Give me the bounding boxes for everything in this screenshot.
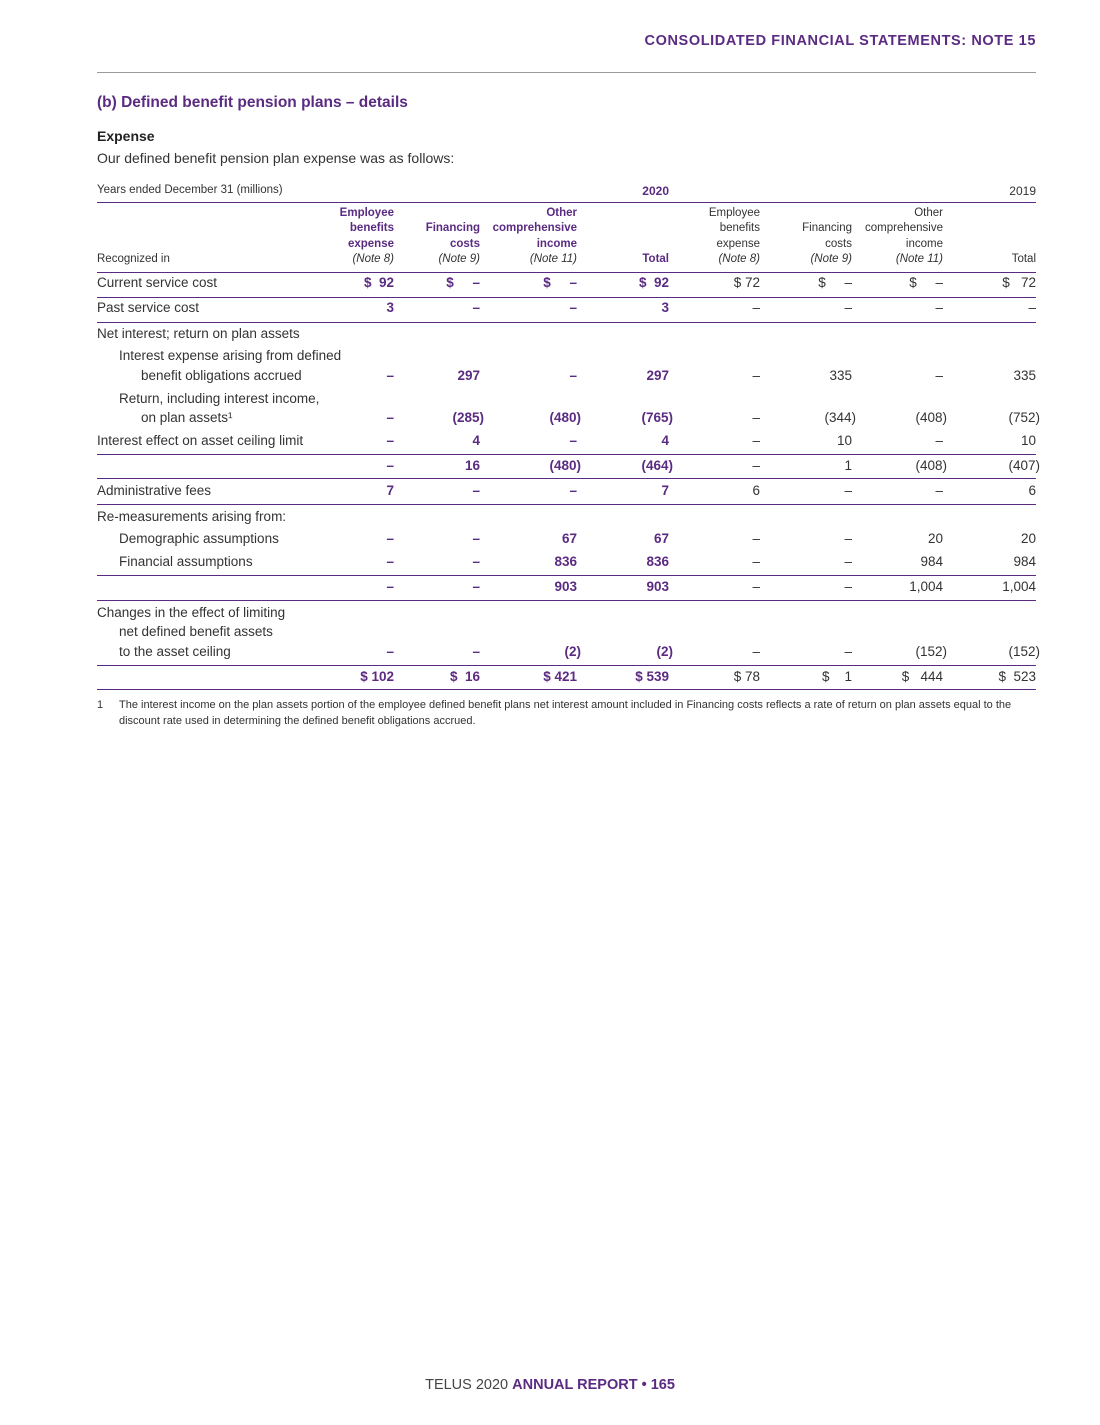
cell-subtotal-remeasure-6: – (844, 579, 852, 594)
row-label-interest-effect: Interest effect on asset ceiling limit (97, 433, 304, 448)
row-label-changes-3: to the asset ceiling (119, 644, 231, 659)
header-rule (97, 202, 1036, 203)
row-label-admin-fees: Administrative fees (97, 483, 212, 498)
cell-subtotal-remeasure-1: – (386, 579, 394, 594)
column-header-7-l3: income (905, 237, 943, 250)
cell-current-service-3: $ – (543, 275, 577, 290)
cell-past-service-4: 3 (661, 300, 669, 315)
row-label-changes-1: Changes in the effect of limiting (97, 605, 286, 620)
row-label-return-2: on plan assets¹ (141, 410, 233, 425)
footer-prefix: TELUS 2020 (425, 1377, 513, 1393)
year-2020-label: 2020 (642, 184, 669, 198)
column-header-6-l2: Financing (802, 222, 852, 235)
cell-interest-effect-5: – (752, 433, 760, 448)
cell-total-5: $ 78 (733, 669, 760, 684)
column-header-2-note: (Note 9) (438, 252, 480, 265)
cell-financial-7: 984 (920, 554, 943, 569)
column-header-7-note: (Note 11) (895, 252, 943, 265)
cell-subtotal-remeasure-2: – (472, 579, 480, 594)
cell-past-service-2: – (472, 300, 480, 315)
cell-changes-3: (2) (564, 644, 581, 659)
footnote-text: The interest income on the plan assets portion of the employee defined benefit plans net interest amount included in Financing costs reflects a rate of return on plan assets equal to the discount rate used in determining the defined benefit obligations accrued. (119, 699, 1012, 727)
running-header: CONSOLIDATED FINANCIAL STATEMENTS: NOTE 15 (644, 33, 1036, 49)
cell-total-6: $ 1 (821, 669, 852, 684)
cell-changes-8: (152) (1008, 644, 1040, 659)
column-header-6-l3: costs (825, 237, 852, 250)
cell-financial-4: 836 (646, 554, 669, 569)
column-header-3-note: (Note 11) (529, 252, 577, 265)
column-header-1-l3: expense (347, 237, 394, 250)
cell-subtotal-remeasure-7: 1,004 (909, 579, 943, 594)
sub-heading: Expense (97, 128, 155, 144)
cell-interest-effect-6: 10 (836, 433, 852, 448)
cell-interest-expense-7: – (935, 368, 943, 383)
cell-demographic-5: – (752, 531, 760, 546)
section-title: (b) Defined benefit pension plans – details (97, 94, 408, 111)
cell-interest-expense-5: – (752, 368, 760, 383)
column-header-2-l2: Financing (425, 222, 480, 235)
cell-past-service-6: – (844, 300, 852, 315)
cell-subtotal-interest-4: (464) (641, 458, 673, 473)
cell-changes-1: – (386, 644, 394, 659)
row-rule (97, 575, 1036, 576)
cell-demographic-6: – (844, 531, 852, 546)
row-rule (97, 600, 1036, 601)
cell-admin-fees-6: – (844, 483, 852, 498)
row-rule (97, 478, 1036, 479)
intro-text: Our defined benefit pension plan expense was as follows: (97, 150, 455, 166)
row-rule (97, 297, 1036, 298)
cell-subtotal-remeasure-5: – (752, 579, 760, 594)
cell-return-income-7: (408) (915, 410, 947, 425)
row-rule (97, 322, 1036, 323)
cell-interest-expense-4: 297 (646, 368, 669, 383)
cell-changes-4: (2) (656, 644, 673, 659)
column-header-3-l3: income (536, 237, 577, 250)
cell-financial-6: – (844, 554, 852, 569)
column-header-5-l1: Employee (708, 207, 760, 219)
cell-admin-fees-2: – (472, 483, 480, 498)
cell-demographic-4: 67 (653, 531, 669, 546)
row-rule (97, 665, 1036, 666)
cell-current-service-5: $ 72 (733, 275, 760, 290)
row-label-interest-expense-2: benefit obligations accrued (141, 368, 302, 383)
cell-demographic-7: 20 (927, 531, 943, 546)
column-header-8-note: Total (1011, 252, 1036, 265)
recognized-in-label: Recognized in (97, 253, 170, 265)
cell-changes-7: (152) (915, 644, 947, 659)
cell-return-income-2: (285) (452, 410, 484, 425)
row-label-remeasurements: Re-measurements arising from: (97, 509, 287, 524)
column-header-5-note: (Note 8) (718, 252, 760, 265)
cell-interest-effect-3: – (569, 433, 577, 448)
row-label-demographic: Demographic assumptions (119, 531, 279, 546)
cell-changes-2: – (472, 644, 480, 659)
cell-interest-expense-1: – (386, 368, 394, 383)
cell-admin-fees-8: 6 (1028, 483, 1036, 498)
cell-demographic-3: 67 (561, 531, 577, 546)
cell-subtotal-remeasure-3: 903 (554, 579, 577, 594)
cell-return-income-8: (752) (1008, 410, 1040, 425)
cell-current-service-8: $ 72 (1002, 275, 1036, 290)
cell-interest-effect-7: – (935, 433, 943, 448)
cell-past-service-8: – (1028, 300, 1036, 315)
column-header-6-note: (Note 9) (810, 252, 852, 265)
cell-current-service-1: $ 92 (363, 275, 394, 290)
cell-subtotal-interest-1: – (386, 458, 394, 473)
cell-admin-fees-5: 6 (752, 483, 760, 498)
row-label-current-service: Current service cost (97, 275, 218, 290)
row-label-changes-2: net defined benefit assets (119, 624, 273, 639)
cell-demographic-1: – (386, 531, 394, 546)
cell-current-service-4: $ 92 (638, 275, 669, 290)
column-header-2-l3: costs (449, 237, 480, 250)
cell-interest-effect-4: 4 (661, 433, 669, 448)
cell-changes-6: – (844, 644, 852, 659)
column-header-7-l2: comprehensive (865, 222, 943, 235)
cell-financial-3: 836 (554, 554, 577, 569)
cell-past-service-1: 3 (386, 300, 394, 315)
column-header-5-l2: benefits (719, 222, 760, 235)
footnote (97, 698, 1036, 729)
column-header-1-note: (Note 8) (352, 252, 394, 265)
row-label-interest-expense-1: Interest expense arising from defined (119, 348, 342, 363)
cell-subtotal-interest-3: (480) (549, 458, 581, 473)
cell-return-income-6: (344) (824, 410, 856, 425)
cell-admin-fees-1: 7 (386, 483, 394, 498)
cell-admin-fees-7: – (935, 483, 943, 498)
period-label: Years ended December 31 (millions) (97, 184, 283, 196)
cell-financial-8: 984 (1013, 554, 1036, 569)
column-header-1-l1: Employee (339, 207, 394, 219)
cell-total-8: $ 523 (998, 669, 1036, 684)
cell-subtotal-interest-5: – (752, 458, 760, 473)
column-header-7-l1: Other (914, 207, 943, 219)
cell-subtotal-interest-2: 16 (464, 458, 480, 473)
cell-financial-5: – (752, 554, 760, 569)
cell-admin-fees-3: – (569, 483, 577, 498)
cell-interest-effect-8: 10 (1020, 433, 1036, 448)
cell-interest-effect-2: 4 (472, 433, 480, 448)
header-divider (97, 72, 1036, 73)
cell-interest-expense-6: 335 (829, 368, 852, 383)
cell-current-service-7: $ – (909, 275, 943, 290)
cell-admin-fees-4: 7 (661, 483, 669, 498)
cell-total-1: $ 102 (360, 669, 394, 684)
cell-past-service-7: – (935, 300, 943, 315)
column-header-1-l2: benefits (349, 222, 394, 235)
cell-subtotal-interest-8: (407) (1008, 458, 1040, 473)
cell-return-income-4: (765) (641, 410, 673, 425)
cell-interest-expense-8: 335 (1013, 368, 1036, 383)
total-rule (97, 689, 1036, 690)
column-header-4-note: Total (642, 252, 669, 265)
row-label-return-1: Return, including interest income, (119, 391, 320, 406)
row-rule (97, 454, 1036, 455)
column-header-rule (97, 272, 1036, 273)
cell-subtotal-remeasure-8: 1,004 (1002, 579, 1036, 594)
cell-past-service-3: – (569, 300, 577, 315)
cell-current-service-6: $ – (818, 275, 852, 290)
row-label-financial: Financial assumptions (119, 554, 253, 569)
cell-subtotal-interest-7: (408) (915, 458, 947, 473)
cell-demographic-8: 20 (1020, 531, 1036, 546)
cell-return-income-3: (480) (549, 410, 581, 425)
row-label-net-interest: Net interest; return on plan assets (97, 326, 300, 341)
cell-changes-5: – (752, 644, 760, 659)
column-header-3-l2: comprehensive (492, 222, 577, 235)
cell-subtotal-interest-6: 1 (844, 458, 852, 473)
cell-interest-effect-1: – (386, 433, 394, 448)
cell-return-income-5: – (752, 410, 760, 425)
page-footer (0, 1377, 1100, 1393)
cell-past-service-5: – (752, 300, 760, 315)
cell-interest-expense-3: – (569, 368, 577, 383)
column-header-5-l3: expense (716, 237, 760, 250)
cell-return-income-1: – (386, 410, 394, 425)
cell-interest-expense-2: 297 (457, 368, 480, 383)
row-rule (97, 504, 1036, 505)
cell-total-2: $ 16 (449, 669, 480, 684)
year-2019-label: 2019 (1009, 184, 1036, 198)
cell-total-4: $ 539 (635, 669, 669, 684)
cell-total-3: $ 421 (543, 669, 577, 684)
footer-page-label: ANNUAL REPORT • 165 (512, 1377, 675, 1393)
cell-current-service-2: $ – (446, 275, 480, 290)
row-label-past-service: Past service cost (97, 300, 200, 315)
column-header-3-l1: Other (546, 207, 577, 219)
cell-total-7: $ 444 (901, 669, 943, 684)
cell-financial-2: – (472, 554, 480, 569)
cell-subtotal-remeasure-4: 903 (646, 579, 669, 594)
footnote-number: 1 (97, 699, 104, 711)
cell-financial-1: – (386, 554, 394, 569)
cell-demographic-2: – (472, 531, 480, 546)
